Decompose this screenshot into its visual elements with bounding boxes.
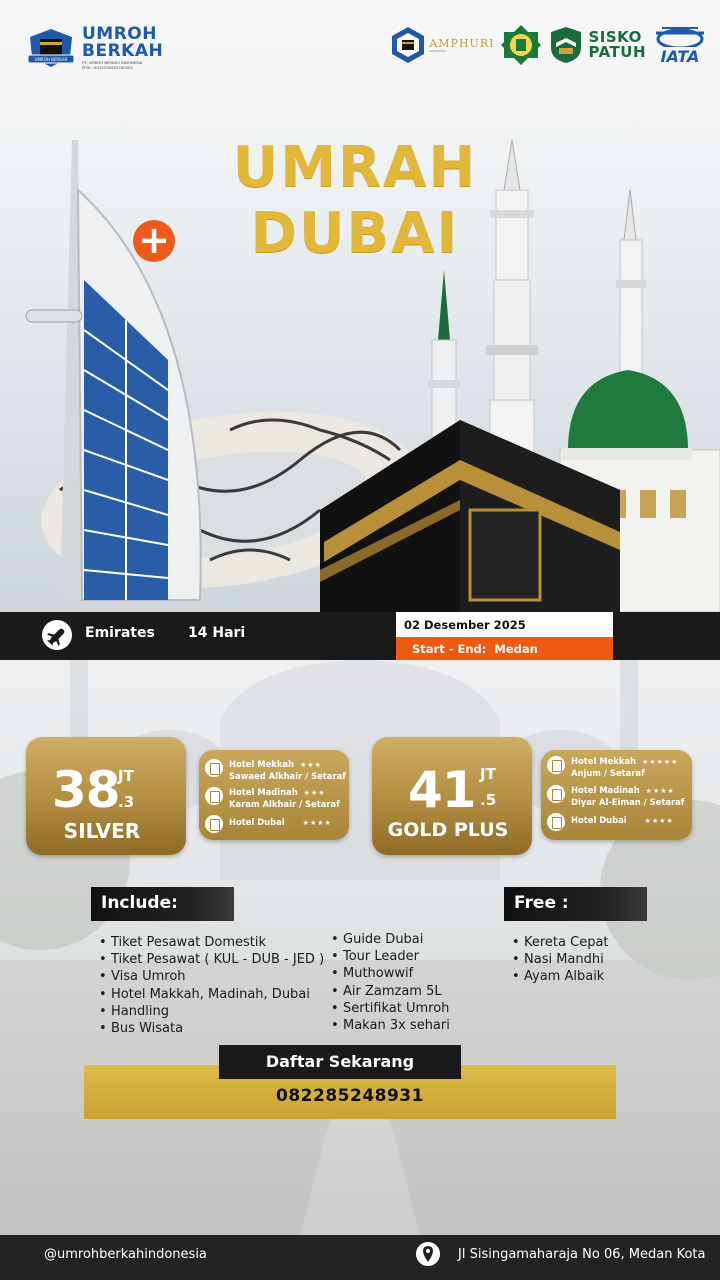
list-item: • Sertifikat Umroh [330,1000,450,1017]
hotel-icon [547,756,565,774]
hotel-stars: ★★★★★ [642,758,679,766]
price-unit: JT [118,767,134,785]
hotel-name: Hotel Dubai [229,817,285,827]
plus-icon: + [133,220,175,262]
amphuri-subtext: INDONESIA [429,48,447,53]
hotel-detail: Sawaed Alkhair / Setaraf [229,771,346,781]
iata-globe-icon [652,25,708,47]
hotel-name: Hotel Madinah [229,787,298,797]
hotel-stars: ★★★ [300,761,322,769]
kaaba-shield-icon [26,27,76,69]
hotel-stars: ★★★★ [645,787,675,795]
route-box [396,637,613,660]
route-value: Medan [494,642,538,656]
free-heading: Free : [504,887,647,921]
amphuri-hexagon-icon [390,26,426,64]
list-item: • Tour Leader [330,948,450,965]
package-silver-card [26,737,186,855]
brand-license: PPIU : 9012230925780004 [82,65,133,70]
hotel-stars: ★★★ [303,789,326,797]
amphuri-text: AMPHURI [429,36,495,50]
brand-company: PT. UMROH BERKAH INDONESIA [82,60,143,65]
kemenag-emblem-icon [500,24,542,66]
iata-logo [652,25,708,66]
hotel-stars: ★★★★ [644,817,674,825]
sisko-patuh-logo [548,26,646,64]
list-item: • Nasi Mandhi [511,951,609,968]
list-item: • Bus Wisata [98,1020,324,1037]
contact-phone[interactable]: 082285248931 [276,1086,424,1106]
list-item: • Air Zamzam 5L [330,983,450,1000]
hotel-icon [547,813,565,831]
hotel-row-dubai [205,815,332,833]
hotel-name: Hotel Mekkah [229,759,295,769]
hotel-detail: Anjum / Setaraf [571,768,645,778]
location-pin-icon [416,1242,440,1266]
include-list-col1 [98,934,324,1037]
list-item: • Muthowwif [330,965,450,982]
airline-name: Emirates [85,625,155,641]
airplane-icon [42,620,72,650]
hotel-icon [205,815,223,833]
hotel-row-madinah [547,785,684,808]
free-list [511,934,609,986]
list-item: • Makan 3x sehari [330,1017,450,1034]
list-item: • Guide Dubai [330,931,450,948]
list-item: • Visa Umroh [98,968,324,985]
hotel-stars: ★★★★ [302,819,332,827]
hotel-detail: Karam Alkhair / Setaraf [229,799,340,809]
list-item: • Handling [98,1003,324,1020]
hotel-name: Hotel Mekkah [571,756,637,766]
route-label: Start - End: [412,642,487,656]
hotel-row-dubai [547,813,674,831]
hotel-row-madinah [205,787,340,810]
logo-badge-text: UMROH BERKAH [34,57,68,62]
umroh-berkah-logo [26,26,163,70]
price-unit: JT [480,765,496,783]
price-decimal: .3 [118,793,135,811]
register-button[interactable]: Daftar Sekarang [219,1045,461,1079]
title-line2: DUBAI [250,201,460,266]
price-main: 38 [52,761,120,819]
price-decimal: .5 [480,791,497,809]
include-heading: Include: [91,887,234,921]
departure-date: 02 Desember 2025 [396,612,613,637]
include-list-col2 [330,931,450,1034]
list-item: • Tiket Pesawat ( KUL - DUB - JED ) [98,951,324,968]
sisko-text-line1: SISKO [588,28,642,46]
instagram-handle[interactable]: @umrohberkahindonesia [44,1247,207,1262]
partner-logos [390,24,708,66]
hotel-name: Hotel Madinah [571,785,640,795]
brand-name-line1: UMROH [82,24,157,44]
sisko-shield-icon [548,26,584,64]
amphuri-logo [390,26,494,64]
package-name: GOLD PLUS [387,819,509,841]
package-name: SILVER [63,819,141,843]
list-item: • Kereta Cepat [511,934,609,951]
hotel-list-gold-plus [541,750,692,840]
price-main: 41 [408,761,476,819]
hotel-row-mekkah [205,759,346,782]
title-line1: UMRAH [232,135,478,200]
hotel-detail: Diyar Al-Eiman / Setaraf [571,797,685,807]
hotel-icon [547,785,565,803]
hotel-name: Hotel Dubai [571,815,627,825]
hotel-icon [205,787,223,805]
package-gold-plus-card [372,737,532,855]
list-item: • Ayam Albaik [511,968,609,985]
trip-duration: 14 Hari [188,625,246,641]
hotel-icon [205,759,223,777]
brand-name-line2: BERKAH [82,41,164,61]
hero-title [205,135,505,267]
sisko-text-line2: PATUH [588,43,646,61]
hotel-row-mekkah [547,756,678,779]
address: Jl Sisingamaharaja No 06, Medan Kota [458,1247,706,1262]
list-item: • Tiket Pesawat Domestik [98,934,324,951]
hotel-list-silver [199,750,349,840]
list-item: • Hotel Makkah, Madinah, Dubai [98,986,324,1003]
iata-text: IATA [660,46,700,66]
